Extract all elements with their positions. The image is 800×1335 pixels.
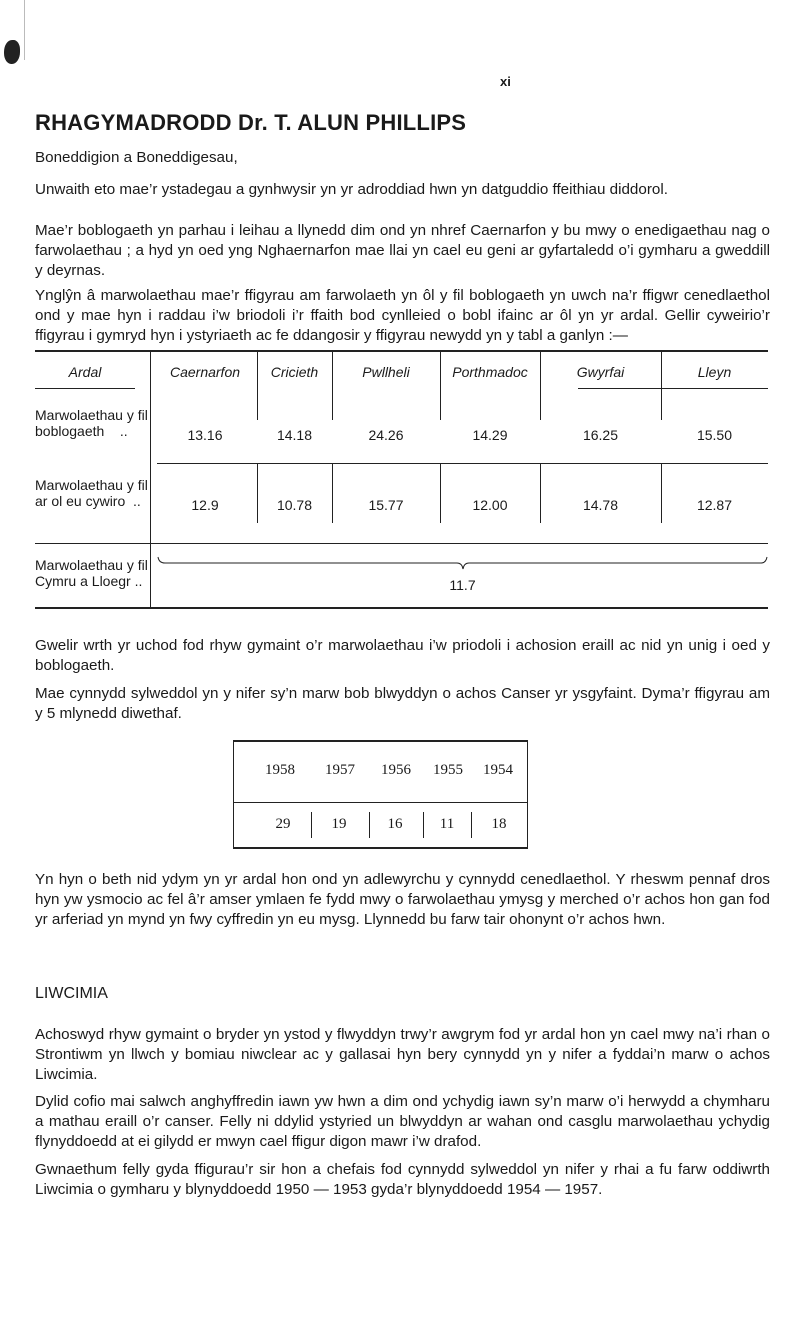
row-rule (233, 802, 528, 803)
table-cell: 14.29 (472, 427, 508, 443)
count-cell: 18 (491, 816, 507, 832)
page-number: xi (500, 74, 511, 89)
table-top-rule (233, 740, 528, 742)
column-divider (440, 463, 441, 523)
salutation (35, 148, 770, 168)
table-cell: 14.18 (276, 427, 313, 443)
paragraph-text: Ynglŷn â marwolaethau mae’r ffigyrau am farwolaeth yn ôl y fil boblogaeth yn uwch na’r ffigwr cenedlaethol ond y mae hyn i raddau i’w briodoli i’r ffaith bod cynlleied o bobl ifainc ar ôl yn yr ardal. Gellir cyweirio’r ffigyrau i gymryd hyn i ystyriaeth ac fe ddangosir y ffigyrau newydd yn y tabl a ganlyn :— (35, 287, 770, 344)
column-divider (369, 812, 370, 838)
ink-blot (4, 40, 20, 64)
column-divider (233, 740, 234, 847)
intro-paragraph-3 (35, 286, 770, 346)
paragraph-leukaemia-2 (35, 1092, 770, 1152)
row-label-1: Marwolaethau y fil boblogaeth .. (35, 407, 148, 439)
header-pwllheli: Pwllheli (362, 364, 410, 380)
header-caernarfon: Caernarfon (169, 364, 241, 380)
column-divider (661, 350, 662, 420)
paragraph-cancer (35, 684, 770, 724)
brace-line (157, 555, 768, 571)
table-top-rule (35, 350, 768, 352)
paragraph-text: Mae’r boblogaeth yn parhau i leihau a llynedd dim ond yn nhref Caernarfon y bu mwy o enedigaethau nag o farwolaethau ; a hyd yn oed yng Nghaernarfon mae llai yn cael eu geni ar gyfartaledd o’i gymharu a gweddill y deyrnas. (35, 222, 770, 279)
paragraph-text: Gwelir wrth yr uchod fod rhyw gymaint o’r marwolaethau i’w priodoli i achosion eraill ac nid yn unig i oed y boblogaeth. (35, 637, 770, 674)
row-label-3: Marwolaethau y fil Cymru a Lloegr .. (35, 557, 148, 589)
table-bottom-rule (233, 847, 528, 849)
count-cell: 19 (331, 816, 347, 832)
column-divider (332, 463, 333, 523)
year-cell: 1956 (381, 762, 411, 778)
paragraph-smoking (35, 870, 770, 930)
column-divider (527, 740, 528, 847)
table-cell: 13.16 (187, 427, 223, 443)
paragraph-text: Yn hyn o beth nid ydym yn yr ardal hon ond yn adlewyrchu y cynnydd cenedlaethol. Y rheswm pennaf dros hyn yw ysmocio ac fel â’r amser ymlaen fe fydd mwy o farwolaethau ymysg y merched o’r achos hon gan fod yr arferiad yn mynd yn fwy cyffredin yn eu mysg. Llynnedd bu farw tair ohonynt o’r achos hwn. (35, 871, 770, 928)
table-cell: 16.25 (582, 427, 619, 443)
column-divider (471, 812, 472, 838)
table-cell: 24.26 (368, 427, 404, 443)
column-divider (440, 350, 441, 420)
column-divider (311, 812, 312, 838)
count-cell: 29 (275, 816, 291, 832)
column-divider (257, 463, 258, 523)
row-rule (157, 463, 768, 464)
header-ardal: Ardal (68, 364, 102, 380)
paragraph-text: Unwaith eto mae’r ystadegau a gynhwysir yn yr adroddiad hwn yn datguddio ffeithiau diddorol. (35, 181, 668, 198)
paragraph-leukaemia-3 (35, 1160, 770, 1200)
paragraph-attribution (35, 636, 770, 676)
row-label-2: Marwolaethau y fil ar ol eu cywiro .. (35, 477, 148, 509)
salutation-text: Boneddigion a Boneddigesau, (35, 149, 238, 166)
year-cell: 1958 (265, 762, 295, 778)
table-bottom-rule (35, 607, 768, 609)
section-heading: LIWCIMIA (35, 985, 108, 1002)
year-cell: 1954 (483, 762, 513, 778)
table-cell: 15.77 (368, 497, 404, 513)
table-cell: 14.78 (582, 497, 619, 513)
table-cell: 12.87 (696, 497, 733, 513)
column-divider (540, 350, 541, 420)
page-title: RHAGYMADRODD Dr. T. ALUN PHILLIPS (35, 110, 467, 135)
paragraph-text: Gwnaethum felly gyda ffigurau’r sir hon a chefais fod cynnydd sylweddol yn nifer y rhai a fu farw oddiwrth Liwcimia o gymharu y blynyddoedd 1950 — 1953 gyda’r blynyddoedd 1954 — 1957. (35, 1161, 770, 1198)
paragraph-text: Achoswyd rhyw gymaint o bryder yn ystod y flwyddyn trwy’r awgrym fod yr ardal hon yn cael mwy na’i rhan o Strontiwm yn llwch y bomiau niwclear ac y gallasai hyn bery cynnydd yn y nifer a fyddai’n marw o achos Liwcimia. (35, 1026, 770, 1083)
table-cell: 10.78 (276, 497, 313, 513)
intro-paragraph-2 (35, 221, 770, 281)
table-cell-merged: 11.7 (449, 577, 476, 593)
header-lleyn: Lleyn (697, 364, 732, 380)
table-cell: 15.50 (696, 427, 733, 443)
header-underline (578, 388, 768, 389)
column-divider (423, 812, 424, 838)
column-divider (540, 463, 541, 523)
header-gwyrfai: Gwyrfai (576, 364, 625, 380)
year-cell: 1955 (433, 762, 463, 778)
intro-paragraph-1 (35, 180, 770, 200)
column-divider (661, 463, 662, 523)
header-porthmadoc: Porthmadoc (452, 364, 528, 380)
table-cell: 12.00 (472, 497, 508, 513)
table-cell: 12.9 (191, 497, 219, 513)
lung-cancer-table (233, 740, 528, 850)
row-rule (35, 543, 768, 544)
column-divider (257, 350, 258, 420)
column-divider (150, 350, 151, 607)
column-divider (332, 350, 333, 420)
header-cricieth: Cricieth (270, 364, 319, 380)
paragraph-leukaemia-1 (35, 1025, 770, 1085)
count-cell: 16 (387, 816, 403, 832)
paragraph-text: Dylid cofio mai salwch anghyffredin iawn yw hwn a dim ond ychydig iawn sy’n marw o’i herwydd a chymharu a mathau eraill o’r canser. Felly ni ddylid ystyried un blwyddyn ar wahan ond casglu marwolaethau ychydig flynyddoedd at ei gilydd er mwyn cael ffigur digon mawr i’w drafod. (35, 1093, 770, 1150)
paragraph-text: Mae cynnydd sylweddol yn y nifer sy’n marw bob blwyddyn o achos Canser yr ysgyfaint. Dyma’r ffigyrau am y 5 mlynedd diwethaf. (35, 685, 770, 722)
count-cell: 11 (439, 816, 455, 832)
year-cell: 1957 (325, 762, 355, 778)
header-underline (35, 388, 135, 389)
